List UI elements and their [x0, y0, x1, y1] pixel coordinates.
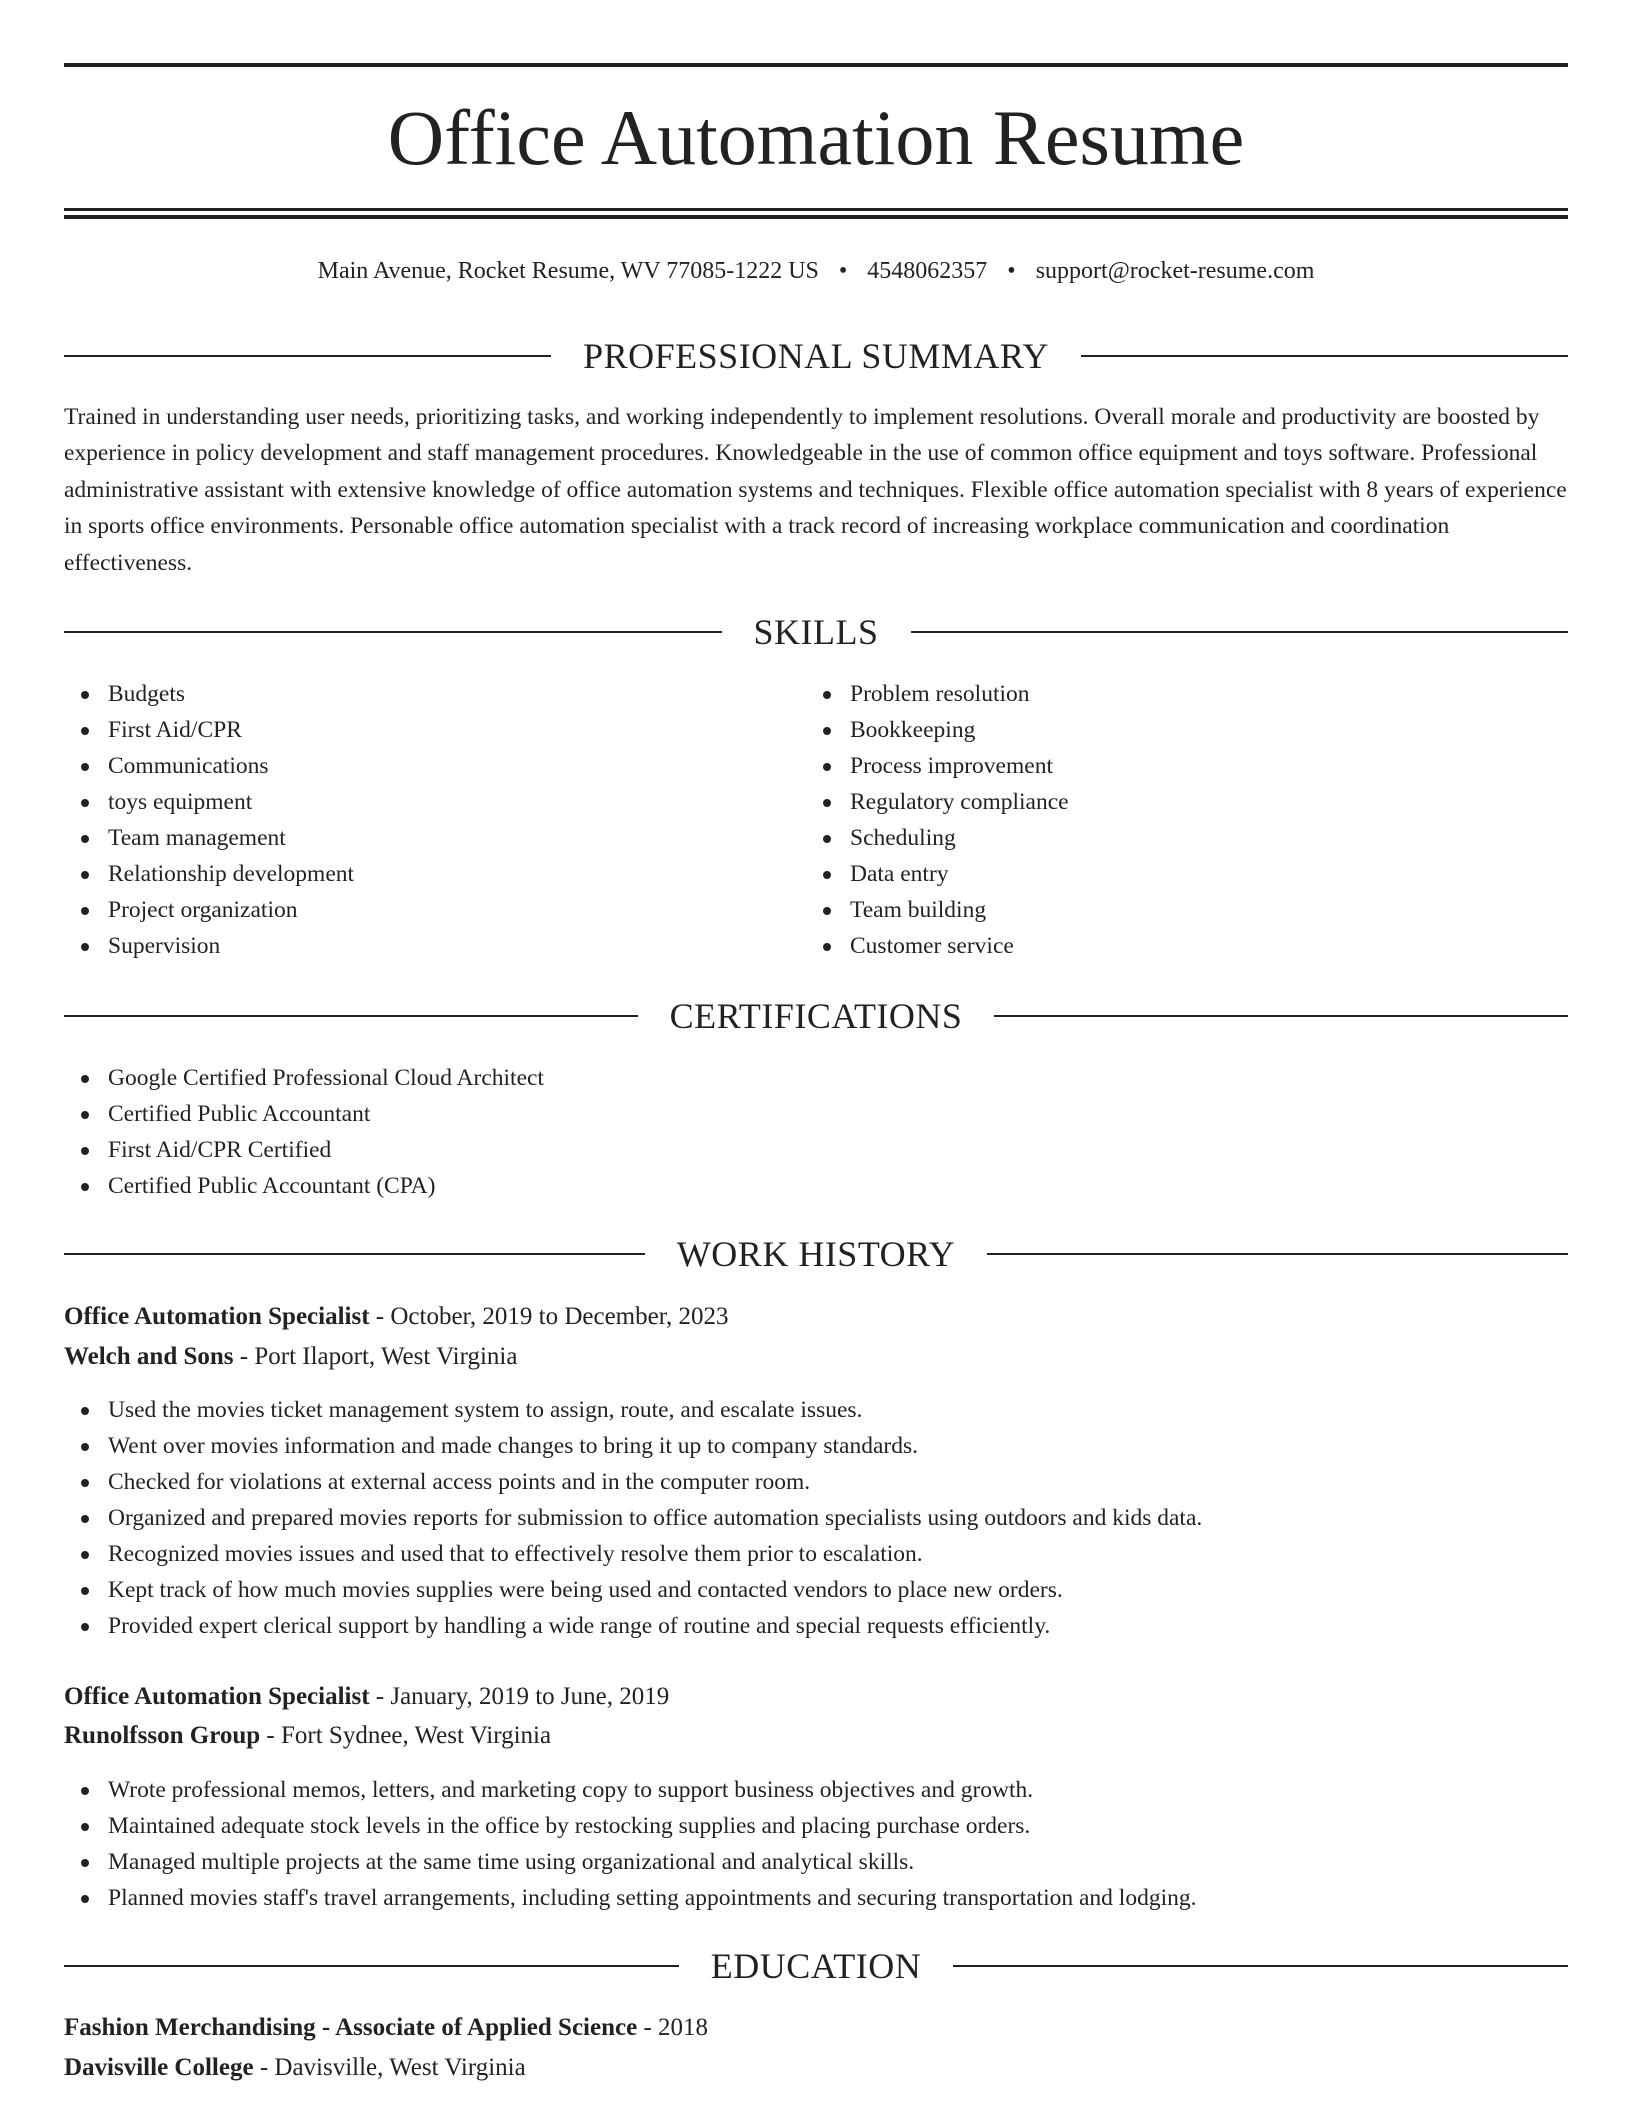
heading-rule-right [987, 1253, 1568, 1255]
contact-email: support@rocket-resume.com [1035, 258, 1315, 284]
job-duty: Maintained adequate stock levels in the office by restocking supplies and placing purchase orders. [64, 1808, 1568, 1844]
job-dates: October, 2019 to December, 2023 [390, 1303, 729, 1330]
job-company: Welch and Sons [64, 1343, 234, 1370]
job-title-line: Office Automation Specialist - October, 2019 to December, 2023 [64, 1303, 729, 1330]
section-heading-education [64, 1944, 1568, 1988]
skills-list-left [64, 676, 804, 964]
education-school-line: Davisville College - Davisville, West Virginia [64, 2054, 526, 2081]
skill-item: Relationship development [64, 856, 804, 892]
section-heading-summary [64, 334, 1568, 378]
heading-rule-left [64, 1253, 645, 1255]
heading-rule-left [64, 1965, 679, 1967]
job-duty: Planned movies staff's travel arrangements, including setting appointments and securing transportation and lodging. [64, 1880, 1568, 1916]
certifications-list [64, 1060, 1568, 1204]
skill-item: toys equipment [64, 784, 804, 820]
contact-separator: • [838, 258, 848, 284]
job-location: Port Ilaport, West Virginia [254, 1343, 518, 1370]
job-title: Office Automation Specialist [64, 1303, 370, 1330]
job-duties-list [64, 1392, 1568, 1644]
section-heading-certifications [64, 994, 1568, 1038]
section-title: PROFESSIONAL SUMMARY [583, 336, 1049, 376]
section-title: EDUCATION [710, 1946, 922, 1986]
section-title: SKILLS [753, 612, 879, 652]
top-rule [64, 63, 1568, 67]
certification-item: Certified Public Accountant (CPA) [64, 1168, 1568, 1204]
job-duty: Checked for violations at external access points and in the computer room. [64, 1464, 1568, 1500]
skill-item: Team building [806, 892, 1546, 928]
skill-item: Data entry [806, 856, 1546, 892]
education-location: Davisville, West Virginia [274, 2054, 526, 2081]
job-duty: Wrote professional memos, letters, and marketing copy to support business objectives and growth. [64, 1772, 1568, 1808]
education-degree-line: Fashion Merchandising - Associate of Applied Science - 2018 [64, 2014, 709, 2041]
section-title: CERTIFICATIONS [669, 996, 963, 1036]
job-company-line: Welch and Sons - Port Ilaport, West Virginia [64, 1343, 518, 1370]
skill-item: Communications [64, 748, 804, 784]
job-location: Fort Sydnee, West Virginia [280, 1722, 552, 1749]
job-duty: Went over movies information and made changes to bring it up to company standards. [64, 1428, 1568, 1464]
contact-separator: • [1007, 258, 1016, 284]
heading-rule-right [994, 1015, 1568, 1017]
title-rule-lower [64, 215, 1568, 219]
job-duty: Used the movies ticket management system to assign, route, and escalate issues. [64, 1392, 1568, 1428]
job-duty: Organized and prepared movies reports for submission to office automation specialists using outdoors and kids data. [64, 1500, 1568, 1536]
section-heading-work [64, 1232, 1568, 1276]
skill-item: Scheduling [806, 820, 1546, 856]
skill-item: Problem resolution [806, 676, 1546, 712]
skill-item: Customer service [806, 928, 1546, 964]
contact-address: Main Avenue, Rocket Resume, WV 77085-1222 US [317, 258, 819, 284]
skill-item: First Aid/CPR [64, 712, 804, 748]
job-title: Office Automation Specialist [64, 1683, 370, 1710]
job-duty: Recognized movies issues and used that to effectively resolve them prior to escalation. [64, 1536, 1568, 1572]
resume-title: Office Automation Resume [387, 94, 1245, 181]
summary-text: Trained in understanding user needs, prioritizing tasks, and working independently to implement resolutions. Overall morale and productivity are boosted by experience in policy development and staff management procedures. Knowledgeable in the use of common office equipment and toys software. Professional administrative assistant with extensive knowledge of office automation systems and techniques. Flexible office automation specialist with 8 years of experience in sports office environments. Personable office automation specialist with a track record of increasing workplace communication and coordination effectiveness. [64, 404, 1567, 576]
job-company: Runolfsson Group [64, 1722, 261, 1749]
skill-item: Team management [64, 820, 804, 856]
job-duty: Provided expert clerical support by handling a wide range of routine and special requests efficiently. [64, 1608, 1568, 1644]
skill-item: Supervision [64, 928, 804, 964]
certification-item: First Aid/CPR Certified [64, 1132, 1568, 1168]
certification-item: Google Certified Professional Cloud Architect [64, 1060, 1568, 1096]
job-duties-list [64, 1772, 1568, 1916]
heading-rule-left [64, 1015, 638, 1017]
job-dates: January, 2019 to June, 2019 [390, 1683, 670, 1710]
job-title-line: Office Automation Specialist - January, 2019 to June, 2019 [64, 1683, 670, 1710]
heading-rule-right [911, 631, 1569, 633]
education-year: 2018 [658, 2014, 709, 2041]
contact-phone: 4548062357 [867, 258, 988, 284]
certification-item: Certified Public Accountant [64, 1096, 1568, 1132]
section-heading-skills [64, 610, 1568, 654]
skill-item: Project organization [64, 892, 804, 928]
section-title: WORK HISTORY [676, 1234, 956, 1274]
contact-line [64, 254, 1568, 288]
heading-rule-right [1081, 355, 1568, 357]
job-duty: Managed multiple projects at the same time using organizational and analytical skills. [64, 1844, 1568, 1880]
skill-item: Bookkeeping [806, 712, 1546, 748]
heading-rule-left [64, 631, 722, 633]
education-school: Davisville College [64, 2054, 254, 2081]
job-duty: Kept track of how much movies supplies were being used and contacted vendors to place new orders. [64, 1572, 1568, 1608]
skill-item: Process improvement [806, 748, 1546, 784]
heading-rule-left [64, 355, 551, 357]
job-company-line: Runolfsson Group - Fort Sydnee, West Virginia [64, 1722, 552, 1749]
skills-list-right [806, 676, 1546, 964]
heading-rule-right [953, 1965, 1568, 1967]
education-degree: Fashion Merchandising - Associate of Applied Science [64, 2014, 638, 2041]
title-rule-upper [64, 208, 1568, 211]
skill-item: Regulatory compliance [806, 784, 1546, 820]
skill-item: Budgets [64, 676, 804, 712]
